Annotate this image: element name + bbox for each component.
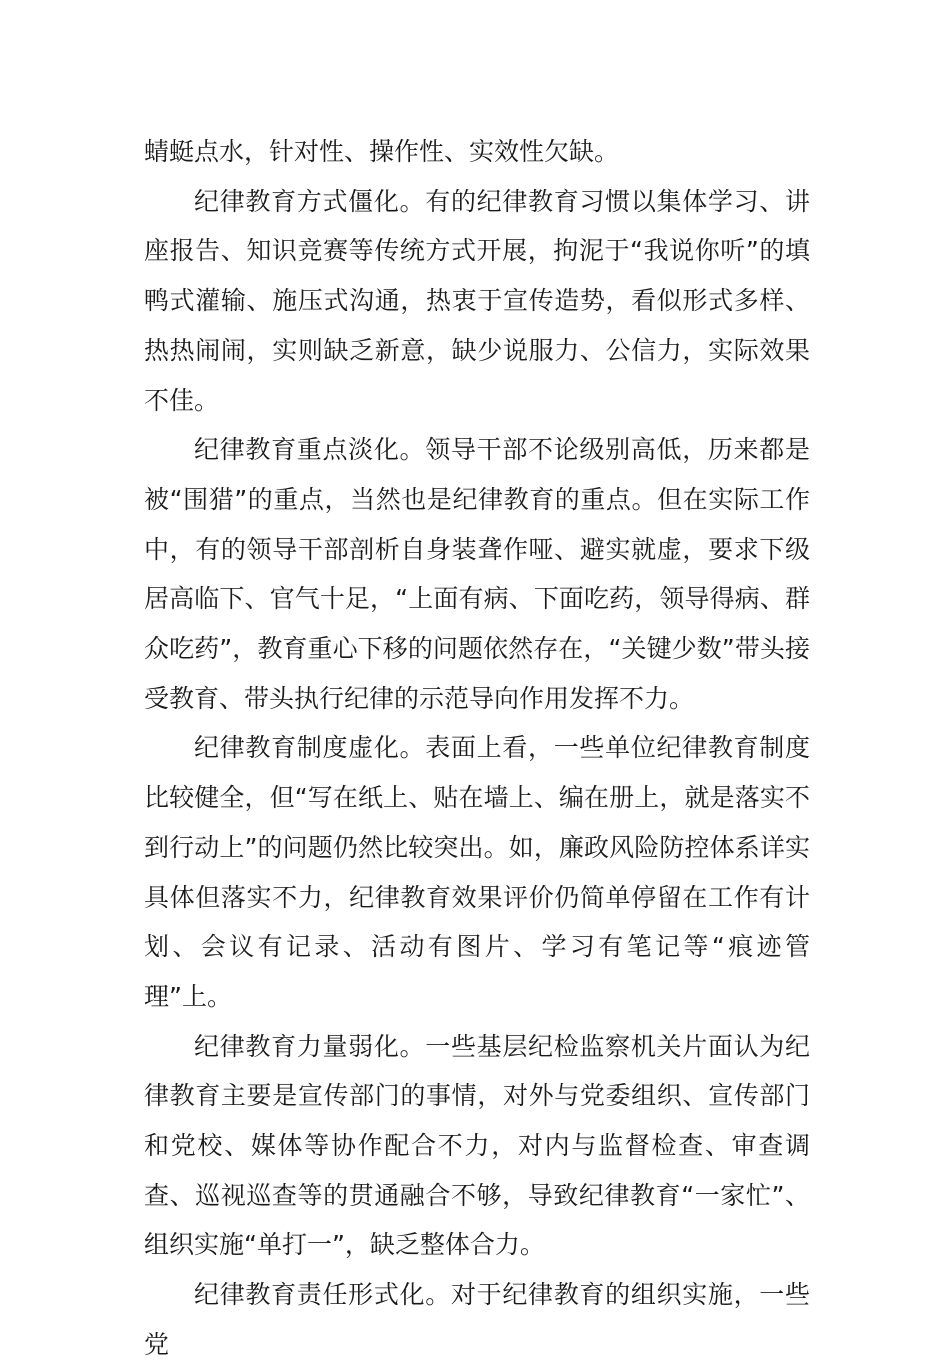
paragraph-system: 纪律教育制度虚化。表面上看，一些单位纪律教育制度比较健全，但“写在纸上、贴在墙上、编在册上，就是落实不到行动上”的问题仍然比较突出。如，廉政风险防控体系详实具体但落实不力，纪律教育效果评价仍简单停留在工作有计划、会议有记录、活动有图片、学习有笔记等“痕迹管理”上。 [144,733,810,1011]
paragraph-teaching-method: 纪律教育方式僵化。有的纪律教育习惯以集体学习、讲座报告、知识竞赛等传统方式开展，拘泥于“我说你听”的填鸭式灌输、施压式沟通，热衷于宣传造势，看似形式多样、热热闹闹，实则缺乏新意，缺少说服力、公信力，实际效果不佳。 [144,186,810,415]
paragraph-responsibility: 纪律教育责任形式化。对于纪律教育的组织实施，一些党 [144,1280,810,1359]
document-body [144,127,810,1370]
paragraph-strength: 纪律教育力量弱化。一些基层纪检监察机关片面认为纪律教育主要是宣传部门的事情，对外与党委组织、宣传部门和党校、媒体等协作配合不力，对内与监督检查、审查调查、巡视巡查等的贯通融合不够，导致纪律教育“一家忙”、组织实施“单打一”，缺乏整体合力。 [144,1031,810,1260]
paragraph-focus: 纪律教育重点淡化。领导干部不论级别高低，历来都是被“围猎”的重点，当然也是纪律教育的重点。但在实际工作中，有的领导干部剖析自身装聋作哑、避实就虚，要求下级居高临下、官气十足，“上面有病、下面吃药，领导得病、群众吃药”，教育重心下移的问题依然存在，“关键少数”带头接受教育、带头执行纪律的示范导向作用发挥不力。 [144,435,810,713]
paragraph-continuation: 蜻蜓点水，针对性、操作性、实效性欠缺。 [144,137,620,166]
